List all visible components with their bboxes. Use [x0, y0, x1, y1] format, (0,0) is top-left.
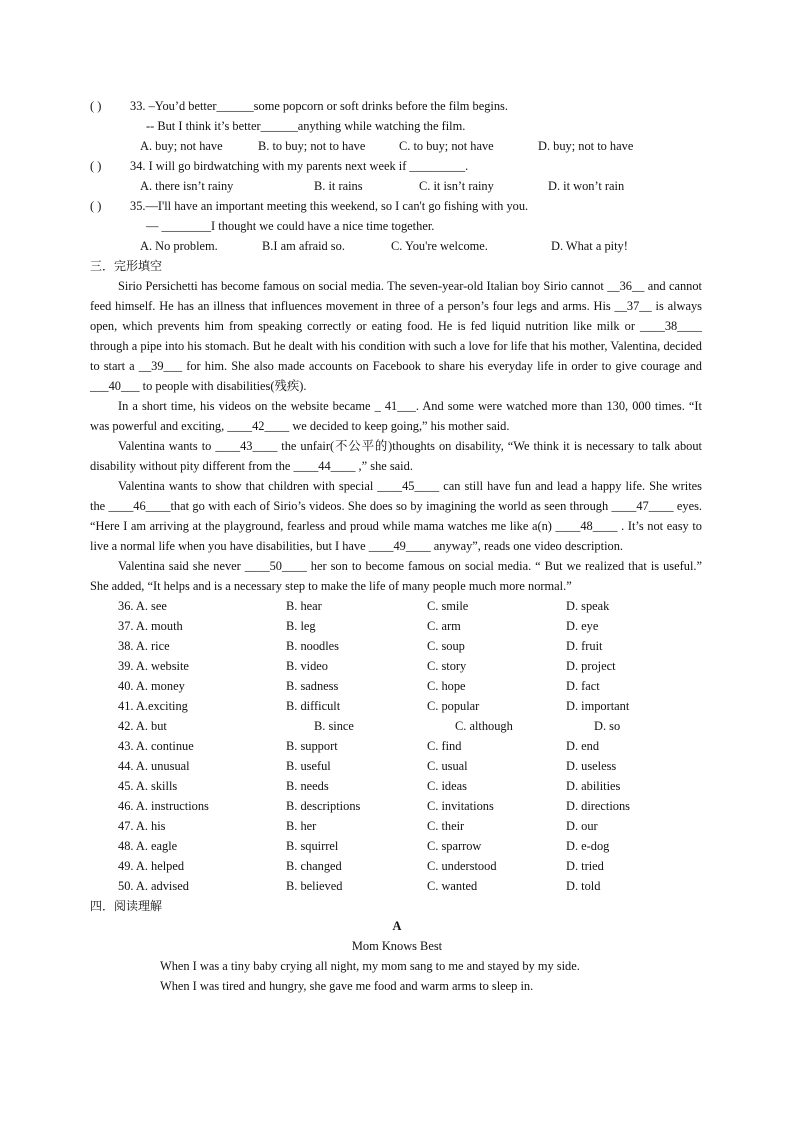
cloze-option-row [0, 696, 794, 716]
question-33 [0, 96, 794, 116]
option-d: D. end [566, 739, 600, 753]
option-c: C. story [427, 659, 467, 673]
option-a: 39. A. website [118, 659, 189, 673]
cloze-option-row [0, 656, 794, 676]
cloze-option-row [0, 816, 794, 836]
cloze-option-row [0, 776, 794, 796]
cloze-option-row [0, 756, 794, 776]
cloze-option-row [0, 876, 794, 896]
option-c: C. ideas [427, 779, 467, 793]
question-stem: 35.—I'll have an important meeting this weekend, so I can't go fishing with you. [130, 199, 529, 213]
option-a: 43. A. continue [118, 739, 194, 753]
option-d: D. project [566, 659, 616, 673]
option-d: D. so [594, 719, 621, 733]
option-c: C. it isn’t rainy [419, 179, 494, 193]
option-b: B. noodles [286, 639, 340, 653]
option-b: B. it rains [314, 179, 363, 193]
cloze-option-row [0, 836, 794, 856]
cloze-option-row [0, 856, 794, 876]
option-a: 36. A. see [118, 599, 167, 613]
option-d: D. eye [566, 619, 599, 633]
option-b: B. believed [286, 879, 343, 893]
option-d: D. abilities [566, 779, 621, 793]
option-a: 49. A. helped [118, 859, 185, 873]
question-stem-line2: — ________I thought we could have a nice time together. [146, 219, 435, 233]
option-a: 50. A. advised [118, 879, 189, 893]
cloze-paragraph-5: Valentina said she never ____50____ her son to become famous on social media. “ But we realized that is useful.” She added, “It helps and is a necessary step to make the life of many people much more normal.” [90, 559, 702, 593]
question-stem-line2: -- But I think it’s better______anything while watching the film. [146, 119, 466, 133]
answer-bracket: ( ) [90, 159, 102, 173]
section-cloze-heading [0, 256, 794, 276]
option-a: 41. A.exciting [118, 699, 188, 713]
option-d: D. directions [566, 799, 631, 813]
option-c: C. soup [427, 639, 465, 653]
option-b: B. video [286, 659, 328, 673]
option-b: B. since [314, 719, 354, 733]
answer-bracket: ( ) [90, 99, 102, 113]
question-stem: 33. –You’d better______some popcorn or soft drinks before the film begins. [130, 99, 508, 113]
option-c: C. to buy; not have [399, 139, 494, 153]
option-a: 37. A. mouth [118, 619, 183, 633]
cloze-option-row [0, 796, 794, 816]
option-a: 40. A. money [118, 679, 185, 693]
option-b: B. her [286, 819, 317, 833]
option-a: 42. A. but [118, 719, 167, 733]
cloze-option-row [0, 616, 794, 636]
cloze-option-row [0, 716, 794, 736]
option-c: C. wanted [427, 879, 478, 893]
cloze-options-list [0, 596, 794, 896]
option-b: B. squirrel [286, 839, 339, 853]
option-c: C. You're welcome. [391, 239, 488, 253]
option-d: D. fruit [566, 639, 603, 653]
option-a: 47. A. his [118, 819, 166, 833]
option-b: B.I am afraid so. [262, 239, 345, 253]
option-b: B. support [286, 739, 338, 753]
option-a: A. there isn’t rainy [140, 179, 234, 193]
option-a: 38. A. rice [118, 639, 170, 653]
passage-text: When I was a tiny baby crying all night, my mom sang to me and stayed by my side. [160, 959, 580, 973]
option-d: D. tried [566, 859, 604, 873]
option-c: C. popular [427, 699, 480, 713]
option-b: B. changed [286, 859, 342, 873]
option-a: A. No problem. [140, 239, 218, 253]
question-35-reply [0, 216, 794, 236]
question-35-options [0, 236, 794, 256]
option-b: B. sadness [286, 679, 339, 693]
passage-text: When I was tired and hungry, she gave me food and warm arms to sleep in. [160, 979, 534, 993]
option-d: D. told [566, 879, 601, 893]
section-title: 四．阅读理解 [90, 899, 163, 913]
option-d: D. speak [566, 599, 610, 613]
section-title: 三．完形填空 [90, 259, 163, 273]
option-d: D. useless [566, 759, 617, 773]
passage-line [0, 956, 794, 976]
option-c: C. find [427, 739, 462, 753]
cloze-option-row [0, 736, 794, 756]
passage-title: Mom Knows Best [351, 939, 443, 953]
option-d: D. buy; not to have [538, 139, 634, 153]
cloze-paragraph-4: Valentina wants to show that children with special ____45____ can still have fun and lead a happy life. She writes the ____46____that go with each of Sirio’s videos. She does so by imagining the world as seen through ____47____ eyes. “Here I am arriving at the playground, fearless and proud while mama watches me like a(n) ____48____ . It’s not easy to live a normal life when you have disabilities, but I have ____49____ anyway”, reads one video description. [90, 479, 702, 553]
option-a: A. buy; not have [140, 139, 223, 153]
question-33-reply [0, 116, 794, 136]
option-c: C. sparrow [427, 839, 482, 853]
option-b: B. to buy; not to have [258, 139, 366, 153]
cloze-paragraph-1: Sirio Persichetti has become famous on social media. The seven-year-old Italian boy Sirio cannot __36__ and cannot feed himself. He has an illness that influences movement in three of a person’s four legs and arms. His __37__ is always open, which prevents him from speaking correctly or eating food. He is fed liquid nutrition like milk or ____38____ through a pipe into his stomach. But he dealt with his condition with such a love for life that his mother, Valentina, decided to start a __39___ for him. She also made accounts on Facebook to share his everyday life in order to give courage and ___40___ to people with disabilities(残疾). [90, 279, 702, 393]
question-stem: 34. I will go birdwatching with my parents next week if _________. [130, 159, 469, 173]
option-a: 44. A. unusual [118, 759, 190, 773]
option-b: B. leg [286, 619, 316, 633]
option-b: B. descriptions [286, 799, 361, 813]
option-d: D. fact [566, 679, 600, 693]
passage-line [0, 976, 794, 996]
option-b: B. hear [286, 599, 322, 613]
option-c: C. invitations [427, 799, 494, 813]
option-d: D. What a pity! [551, 239, 628, 253]
passage-letter: A [392, 919, 402, 933]
question-34 [0, 156, 794, 176]
cloze-option-row [0, 596, 794, 616]
option-d: D. our [566, 819, 598, 833]
cloze-paragraph-2: In a short time, his videos on the website became _ 41___. And some were watched more than 130, 000 times. “It was powerful and exciting, ____42____ we decided to keep going,” his mother said. [90, 399, 702, 433]
exam-page [0, 96, 794, 996]
option-b: B. needs [286, 779, 329, 793]
option-d: D. it won’t rain [548, 179, 625, 193]
question-35 [0, 196, 794, 216]
option-a: 48. A. eagle [118, 839, 178, 853]
option-b: B. useful [286, 759, 331, 773]
cloze-paragraph-3: Valentina wants to ____43____ the unfair(不公平的)thoughts on disability, “We think it is necessary to talk about disability without pity different from the ____44____ ,” she said. [90, 439, 702, 473]
option-d: D. e-dog [566, 839, 610, 853]
answer-bracket: ( ) [90, 199, 102, 213]
option-c: C. arm [427, 619, 461, 633]
section-reading-heading [0, 896, 794, 916]
option-c: C. smile [427, 599, 469, 613]
option-c: C. their [427, 819, 465, 833]
option-c: C. although [455, 719, 513, 733]
option-c: C. usual [427, 759, 468, 773]
option-a: 45. A. skills [118, 779, 178, 793]
option-c: C. hope [427, 679, 466, 693]
question-33-options [0, 136, 794, 156]
question-34-options [0, 176, 794, 196]
cloze-option-row [0, 676, 794, 696]
option-b: B. difficult [286, 699, 341, 713]
option-a: 46. A. instructions [118, 799, 209, 813]
option-d: D. important [566, 699, 630, 713]
cloze-option-row [0, 636, 794, 656]
option-c: C. understood [427, 859, 497, 873]
